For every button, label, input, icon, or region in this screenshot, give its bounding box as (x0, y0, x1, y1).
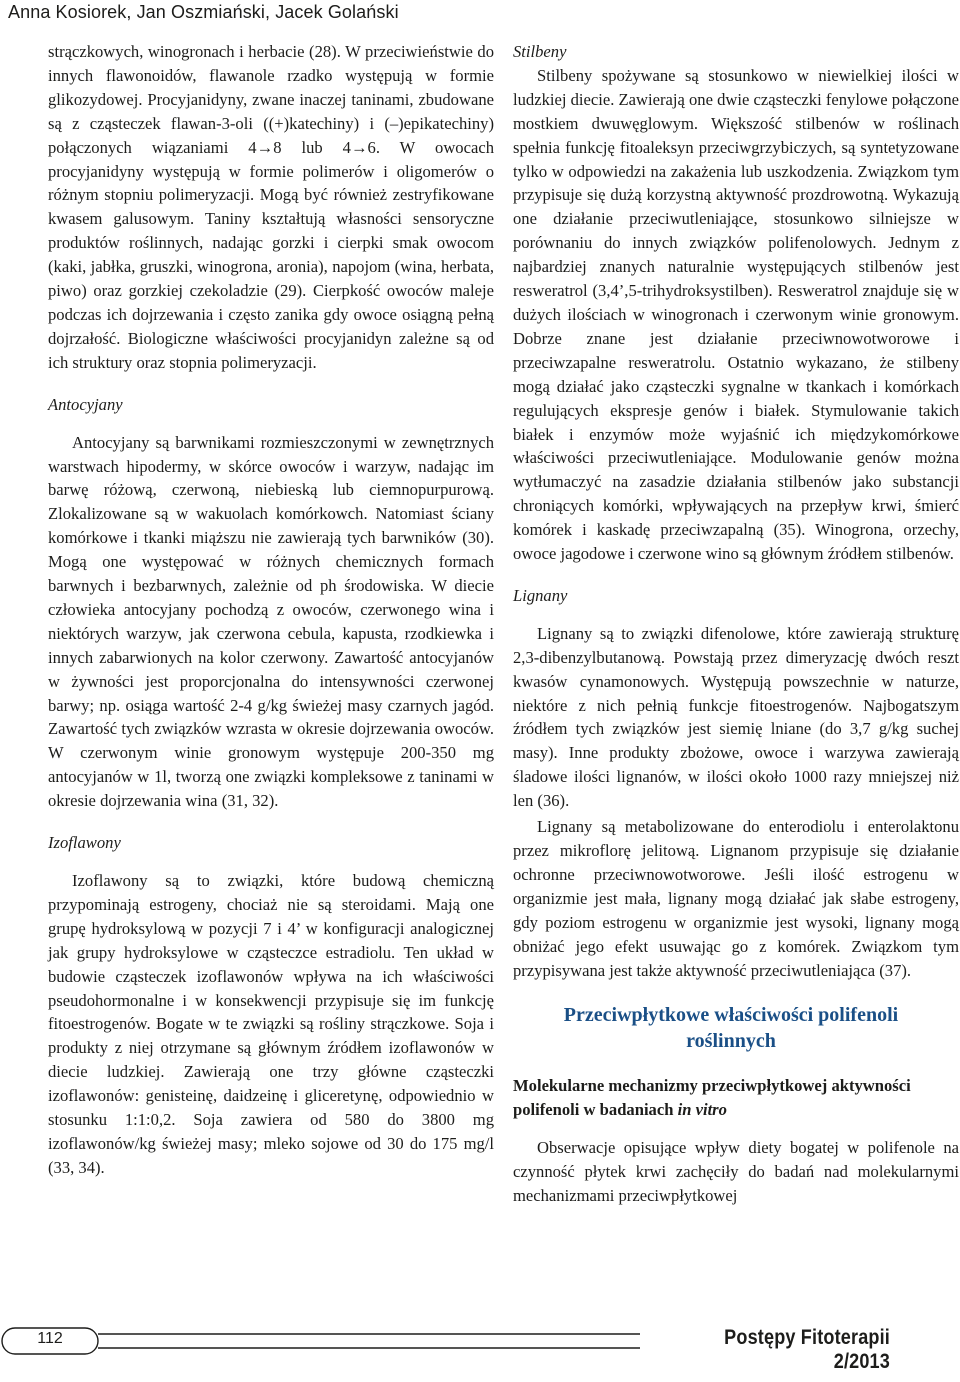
lignany-paragraph-2: Lignany są metabolizowane do enterodiolu i enterolaktonu przez mikroflorę jelitową. Lignanom przypisuje się działanie ochronne przeciwnowotworowe. Jeśli ilość estrogenu w organizmie jest mała, lignany mogą działać jak słabe estrogeny, gdy poziom estrogenu w organizmie jest wysoki, lignany mogą obniżać jego efekt usuwając go z komórek. Związkom tym przypisywana jest także aktywność przeciwutleniająca (37). (513, 817, 959, 980)
running-head-authors: Anna Kosiorek, Jan Oszmiański, Jacek Golański (8, 2, 399, 22)
journal-title: Postępy Fitoterapii 2/2013 (724, 1326, 890, 1373)
section-heading-izoflawony: Izoflawony (48, 833, 121, 853)
left-column (48, 40, 494, 1180)
page-number: 112 (37, 1330, 63, 1347)
section-heading-lignany: Lignany (513, 585, 568, 605)
final-paragraph: Obserwacje opisujące wpływ diety bogatej w polifenole na czynność płytek krwi zachęciły do badań nad molekularnymi mechanizmami przeciwpłytkowej (513, 1138, 959, 1206)
subsection-heading-italic: in vitro (677, 1100, 727, 1120)
section-heading-stilbeny: Stilbeny (513, 42, 567, 61)
izoflawony-paragraph: Izoflawony są to związki, które budową chemiczną przypominają estrogeny, chociaż nie są steroidami. Mają one grupę hydroksylową w pozycji 7 i 4’ w konfiguracji analogicznej jak grupy hydroksylowe w cząsteczce estradiolu. Ten układ w budowie cząsteczek izoflawonów wpływa na ich właściwości pseudohormonalne i w konsekwencji przypisuje się im funkcję fitoestrogenów. Bogate w te związki są rośliny strączkowe. Soja i produkty z niej otrzymane są głównym źródłem izoflawonów w diecie ludzkiej. Zawierają one trzy główne cząsteczki izoflawonów: genisteinę, daidzeinę i gliceretynę, odpowiednio w stosunku 1:1:0,2. Soja zawiera od 580 do 3800 mg izoflawonów/kg świeżej masy; mleko sojowe od 30 do 175 mg/l (33, 34). (48, 871, 494, 1177)
section-heading-antocyjany: Antocyjany (48, 394, 123, 414)
intro-paragraph: strączkowych, winogronach i herbacie (28). W przeciwieństwie do innych flawonoidów, flawanole rzadko występują w formie glikozydowej. Procyjanidyny, zwane inaczej taninami, zbudowane są z cząsteczek flawan-3-oli ((+)katechiny) i (–)epikatechiny) połączonych wiązaniami 4→8 lub 4→6. W owocach procyjanidyny występują w formie polimerów i oligomerów o różnym stopniu polimeryzacji. Mogą być również zestryfikowane kwasem galusowym. Taniny kształtują własności sensoryczne produktów roślinnych, nadając gorzki i cierpki smak owocom (kaki, jabłka, gruszki, winogrona, aronia), napojom (wina, herbata, piwo) oraz gorzkiej czekoladzie (29). Cierpkość owoców maleje podczas ich dojrzewania i często zanika gdy owoce osiągną pełną dojrzałość. Biologiczne właściwości procyjanidyn zależne są od ich struktury oraz stopnia polimeryzacji. (48, 42, 494, 372)
antocyjany-paragraph: Antocyjany są barwnikami rozmieszczonymi w zewnętrznych warstwach hipodermy, w skórce owoców i warzyw, nadając im barwę różową, czerwoną, niebieską lub ciemnopurpurową. Zlokalizowane są w wakuolach komórkowch. Natomiast ściany komórkowe i tkanki miąższu nie zawierają tych barwników (30). Mogą one występować w różnych chemicznych formach barwnych i bezbarwnych, zależnie od ph środowiska. W diecie człowieka antocyjany pochodzą z owoców, czerwonego wina i niektórych warzyw, jak czerwona cebula, kapusta, rzodkiewka i innych zabarwionych na kolor czerwony. Zawartość antocyjanów w żywności jest proporcjonalna do intensywności czerwonej barwy; np. osiąga wartość 2-4 g/kg świeżej masy czarnych jagód. Zawartość tych związków wzrasta w okresie dojrzewania owoców. W czerwonym winie gronowym występuje 200-350 mg antocyjanów w 1l, tworzą one związki kompleksowe z taninami w okresie dojrzewania wina (31, 32). (48, 432, 494, 811)
stilbeny-paragraph: Stilbeny spożywane są stosunkowo w niewielkiej ilości w ludzkiej diecie. Zawierają one dwie cząsteczki fenylowe połączone mostkiem dwuwęglowym. Większość stilbenów w roślinach spełnia funkcję fitoaleksyn przeciwgrzybiczych, są syntetyzowane tylko w odpowiedzi na zakażenia lub uszkodzenia. Związkom tym przypisuje się dużą korzystną aktywność prozdrowotną. Wykazują one działanie przeciwutleniające, stosunkowo silniejsze w porównaniu do innych związków polifenolowych. Jednym z najbardziej znanych naturalnie występujących stilbenów jest resweratrol (3,4’,5-trihydroksystilben). Resweratrol znajduje się w dużych ilościach w winogronach i czerwonym winie gronowym. Dobrze znane jest działanie przeciwnowotworowe i przeciwzapalne resweratrolu. Ostatnio wykazano, że stilbeny mogą działać jako cząsteczki sygnalne w tkankach i komórkach regulujących ekspresje genów i białek. Stymulowanie takich białek i enzymów może wyjaśnić ich międzykomórkowe właściwości przeciwutleniające. Modulowanie genów można wytłumaczyć na zasadzie działania stilbenów jako substancji chroniących komórki, wpływających na przepływ krwi, śmierć komórek i kaskadę przeciwzapalną (35). Winogrona, orzechy, owoce jagodowe i czerwone wino są głównym źródłem stilbenów. (513, 65, 959, 564)
subsection-heading-molekularne (513, 1074, 959, 1122)
right-column (513, 40, 959, 1208)
lignany-paragraph-1: Lignany są to związki difenolowe, które zawierają strukturę 2,3-dibenzylbutanową. Powstają przez dimeryzację dwóch reszt kwasów cynamonowych. Występują powszechnie w naturze, niektóre z nich pełnią funkcje fitoestrogenów. Najbogatszym źródłem tych związków jest siemię lniane (do 3,7 g/kg suchej masy). Inne produkty zbożowe, owoce i warzywa zawierają śladowe ilości lignanów, w ilości około 1000 razy mniejszej niż len (36). (513, 623, 959, 811)
section-heading-przeciwplytkowe: Przeciwpłytkowe właściwości polifenoli roślinnych (563, 1004, 899, 1053)
subsection-heading-text: Molekularne mechanizmy przeciwpłytkowej aktywności polifenoli w badaniach (513, 1076, 911, 1120)
page-footer (0, 1322, 960, 1373)
